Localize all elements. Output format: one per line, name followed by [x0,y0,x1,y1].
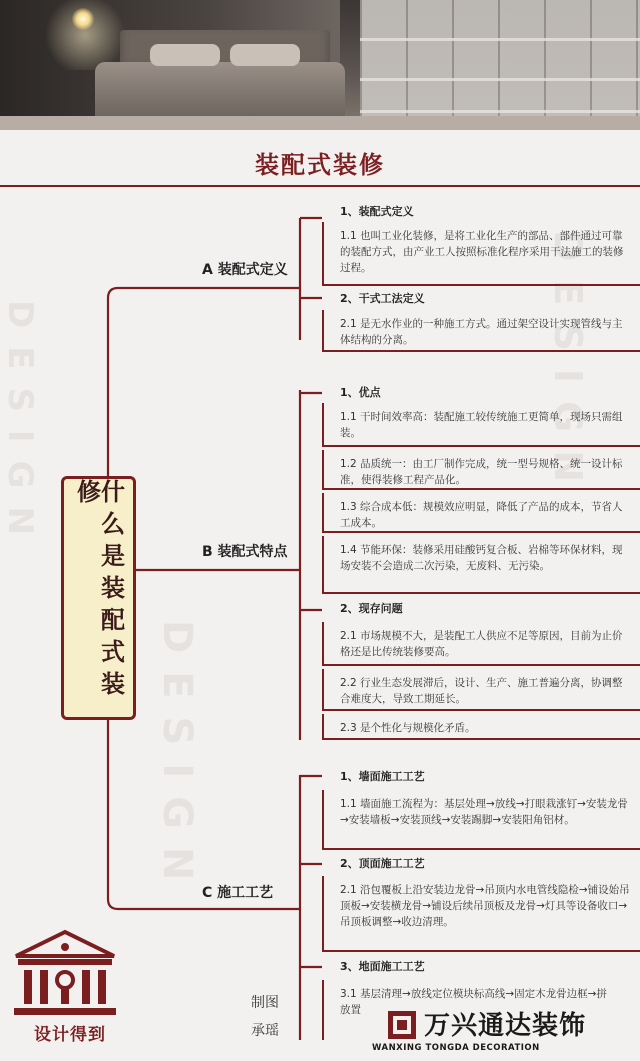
group-heading: 2、顶面施工工艺 [340,857,425,870]
list-item-trailing: 放置 [340,1004,361,1016]
group-box [322,493,640,533]
design-logo [10,928,120,1053]
credit-label: 制图 [251,995,279,1011]
group-box [322,222,640,286]
branch-label-b: B 装配式特点 [202,544,288,560]
group-box [322,714,640,740]
group-box [322,876,640,952]
group-box [322,403,640,447]
temple-icon [10,928,120,1018]
group-heading: 1、装配式定义 [340,205,414,218]
list-item: 1.3 综合成本低：规模效应明显，降低了产品的成本，节省人工成本。 [340,501,623,529]
watermark-design: DESIGN [154,620,200,899]
list-item: 1.1 也叫工业化装修，是将工业化生产的部品、部件通过可靠的装配方式，由产业工人按照标准化程序采用干法施工的装修过程。 [340,230,624,274]
list-item: 1.1 墙面施工流程为：基层处理→放线→打眼栽涨钉→安装龙骨→安装墙板→安装顶线→安装踢脚→安装阳角铝材。 [340,798,628,826]
central-node [61,476,136,720]
page-title: 装配式装修 [255,151,385,179]
list-item: 3.1 基层清理→放线定位模块标高线→固定木龙骨边框→拼 [340,988,607,1000]
list-item: 2.1 沿包覆板上沿安装边龙骨→吊顶内水电管线隐检→铺设始吊顶板→安装横龙骨→铺设后续吊顶板及龙骨→灯具等设备收口→吊顶板调整→收边清理。 [340,884,630,928]
list-item: 2.1 市场规模不大，是装配工人供应不足等原因，目前为止价格还是比传统装修要高。 [340,630,623,658]
group-heading: 1、墙面施工工艺 [340,770,425,783]
group-box [322,310,640,352]
group-heading: 2、现存问题 [340,602,403,615]
central-node-label: 什么是装配式装修 [72,479,125,703]
group-heading: 2、干式工法定义 [340,292,425,305]
list-item: 2.3 是个性化与规模化矛盾。 [340,722,476,734]
group-heading: 1、优点 [340,386,381,399]
branch-label-c: C 施工工艺 [202,885,274,901]
list-item: 1.1 干时间效率高：装配施工较传统施工更简单，现场只需组装。 [340,411,623,439]
trunk-connector [108,288,300,476]
logo-caption: 设计得到 [34,1025,106,1045]
brand-name-cn: 万兴通达装饰 [424,1011,587,1041]
group-box [322,790,640,850]
branch-label-a: A 装配式定义 [202,262,288,278]
list-item: 1.2 品质统一：由工厂制作完成，统一型号规格、统一设计标准，使得装修工程产品化。 [340,458,623,486]
group-box [322,669,640,711]
credit-author: 承瑶 [251,1023,279,1039]
group-box [322,622,640,666]
list-item: 2.2 行业生态发展滞后，设计、生产、施工普遍分离，协调整合难度大，导致工期延长。 [340,677,623,705]
list-item: 1.4 节能环保：装修采用硅酸钙复合板、岩棉等环保材料，现场安装不会造成二次污染，无废料、无污染。 [340,544,623,572]
group-heading: 3、地面施工工艺 [340,960,425,973]
watermark-design: DESIGN [546,230,590,501]
brand-mark-icon [388,1011,416,1039]
brand-logo [370,1005,640,1061]
trunk-connector [108,720,300,909]
group-box [322,536,640,594]
group-box [322,450,640,490]
brand-name-en: WANXING TONGDA DECORATION [372,1043,540,1053]
watermark-design: DESIGN [0,300,40,553]
list-item: 2.1 是无水作业的一种施工方式。通过架空设计实现管线与主体结构的分离。 [340,318,623,346]
